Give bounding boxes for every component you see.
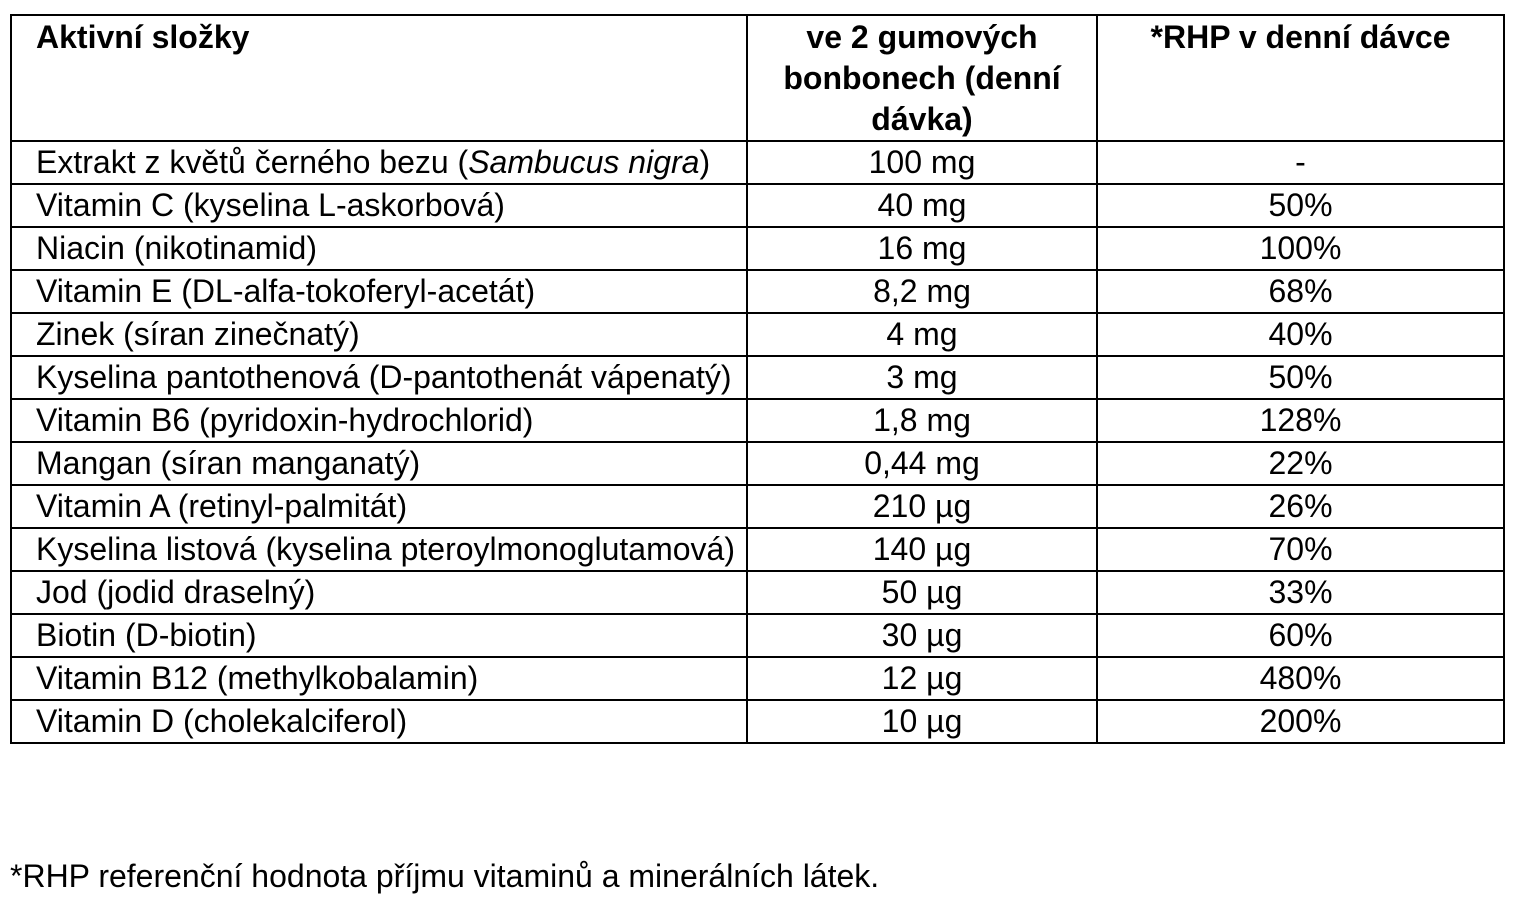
table-row xyxy=(11,356,1504,399)
ingredient-amount: 8,2 mg xyxy=(747,270,1097,313)
ingredient-name: Niacin (nikotinamid) xyxy=(11,227,747,270)
ingredient-amount: 1,8 mg xyxy=(747,399,1097,442)
ingredient-rhp: 33% xyxy=(1097,571,1504,614)
header-rhp-percent: *RHP v denní dávce xyxy=(1097,15,1504,141)
ingredient-rhp: 26% xyxy=(1097,485,1504,528)
ingredient-name: Jod (jodid draselný) xyxy=(11,571,747,614)
ingredient-amount: 4 mg xyxy=(747,313,1097,356)
ingredient-rhp: 68% xyxy=(1097,270,1504,313)
table-row xyxy=(11,399,1504,442)
rhp-footnote: *RHP referenční hodnota příjmu vitaminů a minerálních látek. xyxy=(10,858,880,894)
ingredient-amount: 100 mg xyxy=(747,141,1097,184)
ingredient-rhp: 40% xyxy=(1097,313,1504,356)
table-row xyxy=(11,227,1504,270)
ingredient-name: Biotin (D-biotin) xyxy=(11,614,747,657)
header-active-ingredients: Aktivní složky xyxy=(11,15,747,141)
ingredient-amount: 10 µg xyxy=(747,700,1097,743)
ingredient-rhp: 480% xyxy=(1097,657,1504,700)
table-row xyxy=(11,571,1504,614)
ingredient-name: Kyselina listová (kyselina pteroylmonoglutamová) xyxy=(11,528,747,571)
ingredient-amount: 140 µg xyxy=(747,528,1097,571)
ingredient-name: Kyselina pantothenová (D-pantothenát vápenatý) xyxy=(11,356,747,399)
ingredient-rhp: 100% xyxy=(1097,227,1504,270)
ingredient-rhp: 22% xyxy=(1097,442,1504,485)
nutrition-table xyxy=(10,14,1505,744)
table-row xyxy=(11,141,1504,184)
ingredient-name-prefix: Extrakt z květů černého bezu ( xyxy=(36,144,469,180)
ingredient-amount: 0,44 mg xyxy=(747,442,1097,485)
ingredient-rhp: - xyxy=(1097,141,1504,184)
ingredient-amount: 40 mg xyxy=(747,184,1097,227)
ingredient-name: Zinek (síran zinečnatý) xyxy=(11,313,747,356)
table-row xyxy=(11,657,1504,700)
ingredient-rhp: 70% xyxy=(1097,528,1504,571)
ingredient-name: Vitamin B6 (pyridoxin-hydrochlorid) xyxy=(11,399,747,442)
table-row xyxy=(11,528,1504,571)
ingredient-name: Vitamin D (cholekalciferol) xyxy=(11,700,747,743)
ingredient-rhp: 128% xyxy=(1097,399,1504,442)
ingredient-rhp: 50% xyxy=(1097,184,1504,227)
ingredient-amount: 16 mg xyxy=(747,227,1097,270)
ingredient-name-suffix: ) xyxy=(699,144,711,180)
table-row xyxy=(11,184,1504,227)
table-header-row xyxy=(11,15,1504,141)
table-row xyxy=(11,442,1504,485)
ingredient-rhp: 200% xyxy=(1097,700,1504,743)
header-daily-dose-amount: ve 2 gumových bonbonech (denní dávka) xyxy=(747,15,1097,141)
ingredient-amount: 210 µg xyxy=(747,485,1097,528)
ingredient-name xyxy=(11,141,747,184)
ingredient-name: Vitamin C (kyselina L-askorbová) xyxy=(11,184,747,227)
ingredient-rhp: 50% xyxy=(1097,356,1504,399)
ingredient-name: Mangan (síran manganatý) xyxy=(11,442,747,485)
table-row xyxy=(11,485,1504,528)
ingredient-name: Vitamin E (DL-alfa-tokoferyl-acetát) xyxy=(11,270,747,313)
table-row xyxy=(11,614,1504,657)
ingredient-latin-name: Sambucus nigra xyxy=(468,144,700,180)
ingredient-name: Vitamin A (retinyl-palmitát) xyxy=(11,485,747,528)
table-row xyxy=(11,700,1504,743)
ingredient-amount: 50 µg xyxy=(747,571,1097,614)
ingredient-amount: 3 mg xyxy=(747,356,1097,399)
ingredient-amount: 30 µg xyxy=(747,614,1097,657)
ingredient-name: Vitamin B12 (methylkobalamin) xyxy=(11,657,747,700)
ingredient-amount: 12 µg xyxy=(747,657,1097,700)
table-row xyxy=(11,270,1504,313)
table-row xyxy=(11,313,1504,356)
ingredient-rhp: 60% xyxy=(1097,614,1504,657)
